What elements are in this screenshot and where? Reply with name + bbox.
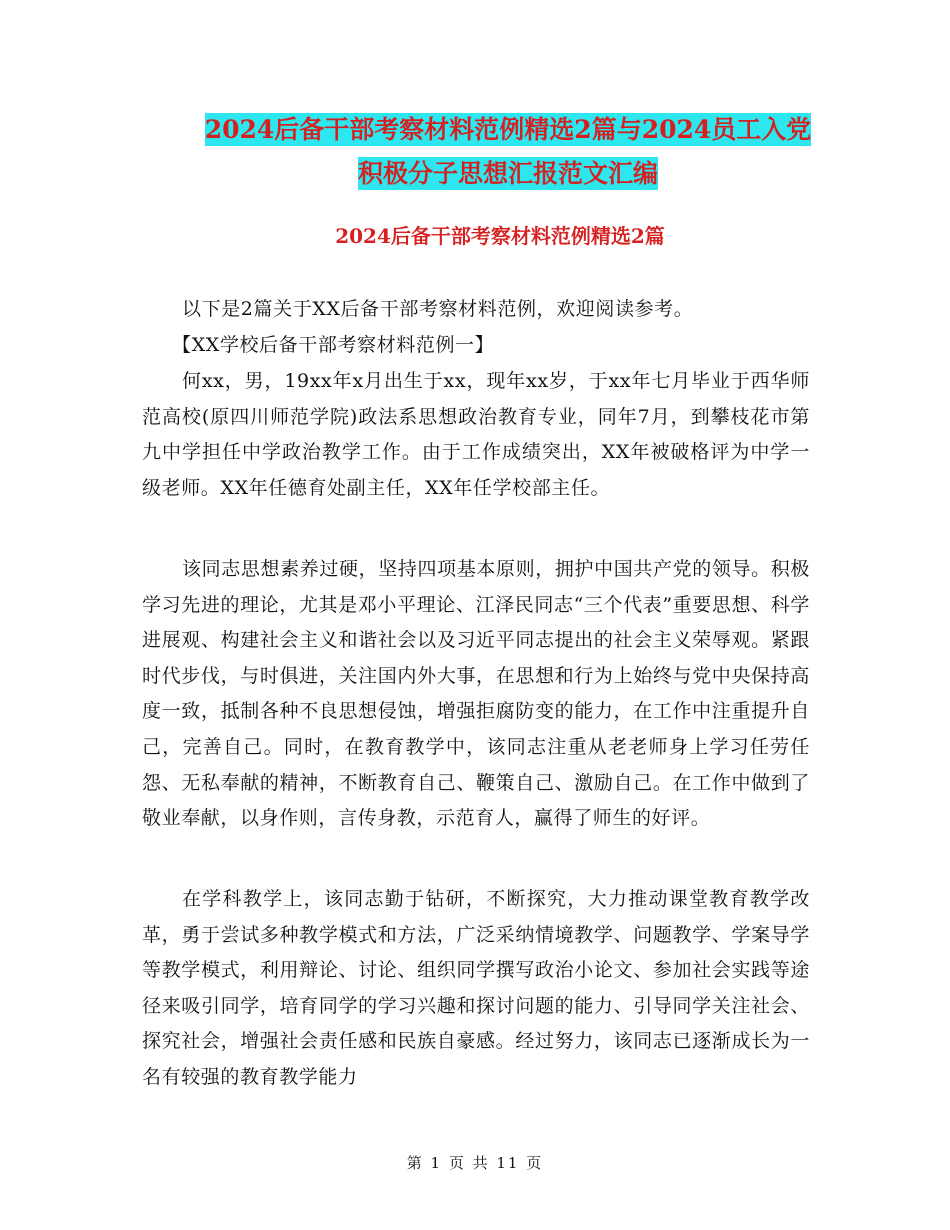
page-number-footer: 第 1 页 共 11 页 bbox=[406, 1154, 544, 1172]
document-title-line-1 bbox=[148, 106, 868, 154]
example-heading: 【XX学校后备干部考察材料范例一】 bbox=[172, 334, 495, 356]
body-paragraph-ideology: 该同志思想素养过硬，坚持四项基本原则，拥护中国共产党的领导。积极学习先进的理论，尤其是邓小平理论、江泽民同志“三个代表”重要思想、科学进展观、构建社会主义和谐社会以及习近平同志提出的社会主义荣辱观。紧跟时代步伐，与时俱进，关注国内外大事，在思想和行为上始终与党中央保持高度一致，抵制各种不良思想侵蚀，增强拒腐防变的能力，在工作中注重提升自己，完善自己。同时，在教育教学中，该同志注重从老老师身上学习任劳任怨、无私奉献的精神，不断教育自己、鞭策自己、激励自己。在工作中做到了敬业奉献，以身作则，言传身教，示范育人，赢得了师生的好评。 bbox=[142, 558, 810, 830]
section-heading: 2024后备干部考察材料范例精选2篇 bbox=[335, 224, 665, 248]
title-highlight-1: 2024后备干部考察材料范例精选2篇与2024员工入党 bbox=[204, 115, 812, 144]
title-highlight-2: 积极分子思想汇报范文汇编 bbox=[357, 159, 658, 188]
body-paragraph-background: 何xx，男，19xx年x月出生于xx，现年xx岁，于xx年七月毕业于西华师范高校(原四川师范学院)政法系思想政治教育专业，同年7月，到攀枝花市第九中学担任中学政治教学工作。由于工作成绩突出，XX年被破格评为中学一级老师。XX年任德育处副主任，XX年任学校部主任。 bbox=[142, 370, 810, 499]
document-title-line-2 bbox=[148, 150, 868, 198]
intro-paragraph: 以下是2篇关于XX后备干部考察材料范例，欢迎阅读参考。 bbox=[182, 298, 694, 320]
body-paragraph-teaching: 在学科教学上，该同志勤于钻研，不断探究，大力推动课堂教育教学改革，勇于尝试多种教学模式和方法，广泛采纳情境教学、问题教学、学案导学等教学模式，利用辩论、讨论、组织同学撰写政治小论文、参加社会实践等途径来吸引同学，培育同学的学习兴趣和探讨问题的能力、引导同学关注社会、探究社会，增强社会责任感和民族自豪感。经过努力，该同志已逐渐成长为一名有较强的教育教学能力 bbox=[142, 888, 810, 1088]
